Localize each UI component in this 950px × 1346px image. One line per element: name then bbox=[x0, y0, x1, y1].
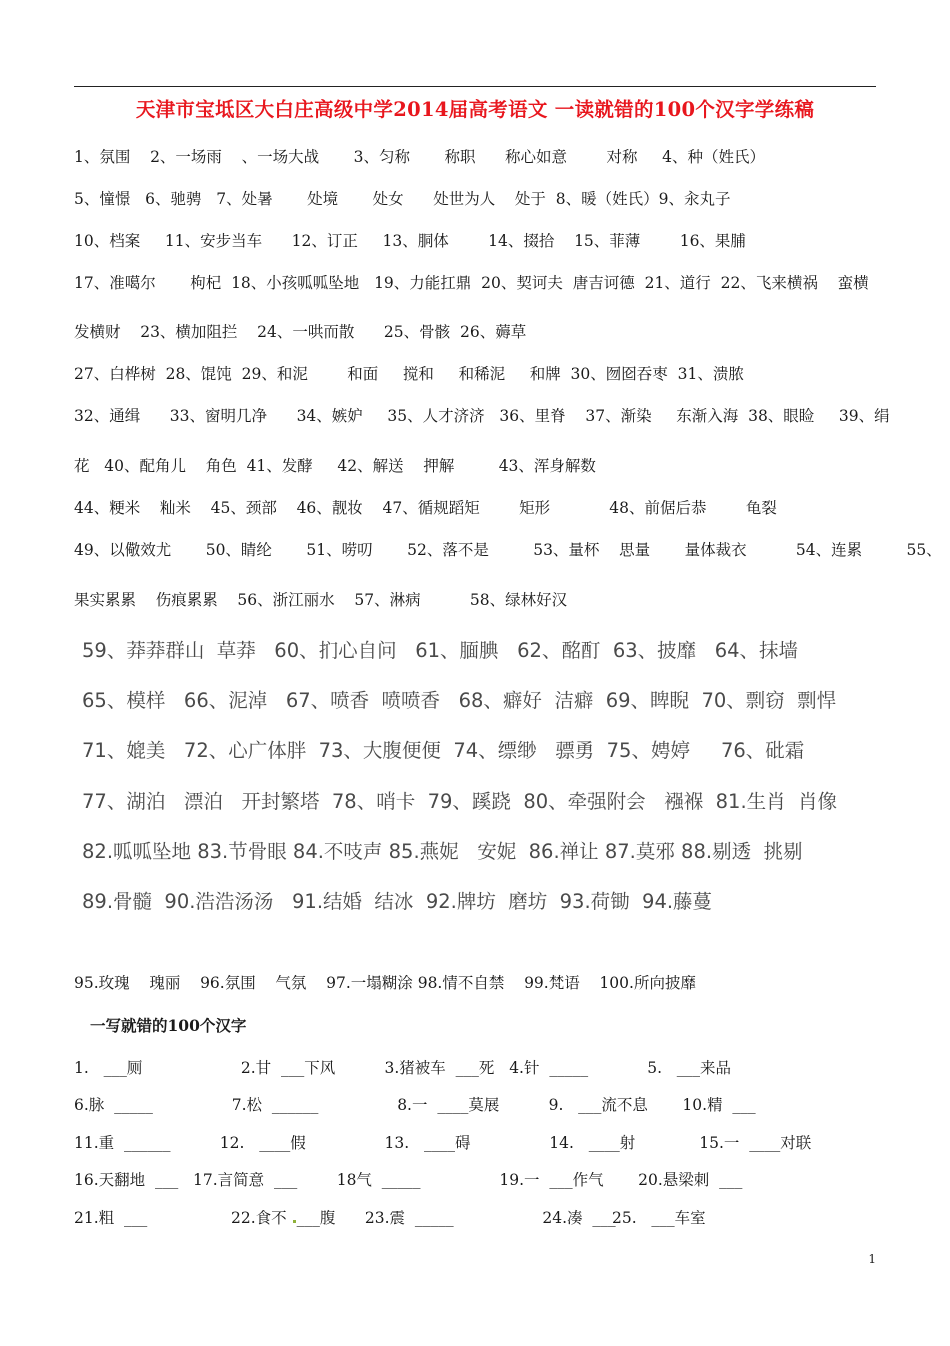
write-line-5 bbox=[74, 1206, 890, 1228]
large-line-4: 77、湖泊 漂泊 开封繁塔 78、哨卡 79、蹊跷 80、牵强附会 襁褓 81.生肖 肖像 bbox=[82, 790, 838, 813]
write-line-3: 11.重 ______ 12. ____假 13. ____碍 14. ____射 15.一 ____对联 bbox=[74, 1134, 812, 1152]
read-line-5: 发横财 23、横加阻拦 24、一哄而散 25、骨骸 26、薅草 bbox=[74, 323, 527, 341]
top-rule bbox=[74, 86, 876, 87]
read-line-4: 17、准噶尔 枸杞 18、小孩呱呱坠地 19、力能扛鼎 20、契诃夫 唐吉诃德 21、道行 22、飞来横祸 蛮横 bbox=[74, 274, 869, 292]
large-line-3: 71、媲美 72、心广体胖 73、大腹便便 74、缥缈 骠勇 75、娉婷 76、砒霜 bbox=[82, 739, 805, 762]
write-line-5-start: 21.粗 ___ 22.食不 bbox=[74, 1209, 292, 1227]
read-line-1: 1、氛围 2、一场雨 、一场大战 3、匀称 称职 称心如意 对称 4、种（姓氏） bbox=[74, 148, 765, 166]
read-line-95: 95.玫瑰 瑰丽 96.氛围 气氛 97.一塌糊涂 98.情不自禁 99.梵语 100.所向披靡 bbox=[74, 974, 696, 992]
read-line-11: 果实累累 伤痕累累 56、浙江丽水 57、淋病 58、绿林好汉 bbox=[74, 591, 568, 609]
page-number: 1 bbox=[868, 1252, 876, 1266]
read-line-3: 10、档案 11、安步当车 12、订正 13、胴体 14、掇拾 15、菲薄 16、果脯 bbox=[74, 232, 746, 250]
section-subtitle: 一写就错的100个汉字 bbox=[90, 1016, 247, 1035]
write-item-25: 25. ___车室 bbox=[612, 1209, 706, 1227]
read-line-8: 花 40、配角儿 角色 41、发酵 42、解送 押解 43、浑身解数 bbox=[74, 457, 596, 475]
read-line-10: 49、以儆效尤 50、睛纶 51、唠叨 52、落不是 53、量杯 思量 量体裁衣 54、连累 55、 bbox=[74, 541, 942, 559]
large-line-1: 59、莽莽群山 草莽 60、扪心自问 61、腼腆 62、酩酊 63、披靡 64、抹墙 bbox=[82, 639, 799, 662]
write-line-4: 16.天翻地 ___ 17.言简意 ___ 18气 _____ 19.一 ___作气 20.悬梁刺 ___ bbox=[74, 1171, 743, 1189]
large-line-2: 65、模样 66、泥淖 67、喷香 喷喷香 68、癖好 洁癖 69、睥睨 70、剽窃 剽悍 bbox=[82, 689, 837, 712]
write-line-2: 6.脉 _____ 7.松 ______ 8.一 ____莫展 9. ___流不息 10.精 ___ bbox=[74, 1096, 756, 1114]
large-line-6: 89.骨髓 90.浩浩汤汤 91.结婚 结冰 92.牌坊 磨坊 93.荷锄 94.藤蔓 bbox=[82, 890, 713, 913]
large-line-5: 82.呱呱坠地 83.节骨眼 84.不吱声 85.燕妮 安妮 86.禅让 87.莫邪 88.剔透 挑剔 bbox=[82, 840, 803, 863]
read-line-7: 32、通缉 33、窗明几净 34、嫉妒 35、人才济济 36、里脊 37、渐染 东渐入海 38、眼睑 39、绢 bbox=[74, 407, 890, 425]
read-line-2: 5、憧憬 6、驰骋 7、处暑 处境 处女 处世为人 处于 8、暖（姓氏）9、汆丸子 bbox=[74, 190, 731, 208]
page-title: 天津市宝坻区大白庄高级中学2014届高考语文 一读就错的100个汉字学练稿 bbox=[135, 98, 815, 121]
write-line-5-rest: ___腹 23.震 _____ 24.凑 ___ bbox=[296, 1209, 616, 1227]
write-line-1: 1. ___厕 2.甘 ___下风 3.猪被车 ___死 4.针 _____ 5. ___来品 bbox=[74, 1059, 732, 1077]
read-line-6: 27、白桦树 28、馄饨 29、和泥 和面 搅和 和稀泥 和牌 30、囫囵吞枣 31、溃脓 bbox=[74, 365, 744, 383]
green-mark bbox=[293, 1220, 296, 1223]
read-line-9: 44、粳米 籼米 45、颈部 46、靓妆 47、循规蹈矩 矩形 48、前倨后恭 龟裂 bbox=[74, 499, 777, 517]
